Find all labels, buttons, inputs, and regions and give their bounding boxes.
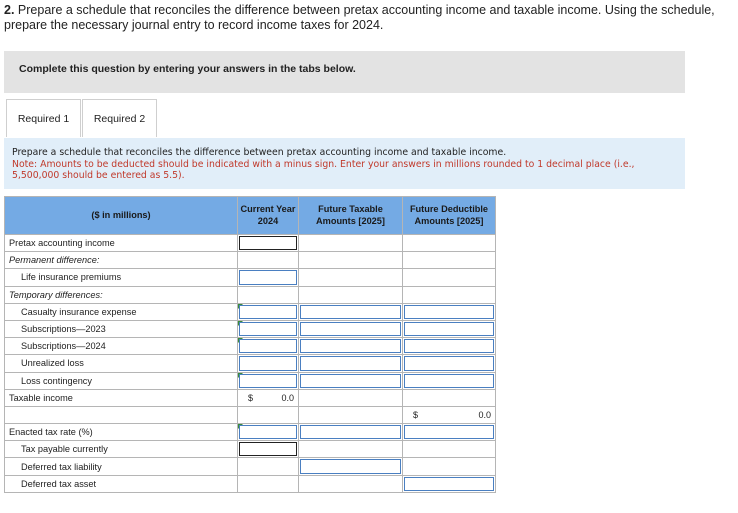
row-label-tax-payable: Tax payable currently bbox=[5, 441, 238, 458]
table-row bbox=[5, 252, 496, 269]
currency-symbol: $ bbox=[413, 409, 419, 420]
empty-cell bbox=[403, 235, 496, 252]
header-current-year: Current Year 2024 bbox=[238, 197, 299, 235]
row-label-life-insurance: Life insurance premiums bbox=[5, 269, 238, 286]
casualty-deductible-input[interactable] bbox=[404, 305, 494, 319]
table-row bbox=[5, 269, 496, 286]
header-future-taxable: Future Taxable Amounts [2025] bbox=[299, 197, 403, 235]
table-row bbox=[5, 355, 496, 372]
future-deductible-value: 0.0 bbox=[478, 409, 491, 420]
table-row bbox=[5, 389, 496, 406]
row-label-deferred-asset: Deferred tax asset bbox=[5, 475, 238, 492]
unrealized-taxable-input[interactable] bbox=[300, 356, 401, 370]
sub2023-deductible-input[interactable] bbox=[404, 322, 494, 336]
loss-taxable-input[interactable] bbox=[300, 374, 401, 388]
row-label-casualty: Casualty insurance expense bbox=[5, 303, 238, 320]
question-number: 2. bbox=[4, 3, 15, 17]
loss-deductible-input[interactable] bbox=[404, 374, 494, 388]
sub2024-taxable-input[interactable] bbox=[300, 339, 401, 353]
table-row bbox=[5, 338, 496, 355]
rate-deductible-input[interactable] bbox=[404, 425, 494, 439]
header-future-deductible: Future Deductible Amounts [2025] bbox=[403, 197, 496, 235]
unrealized-current-input[interactable] bbox=[239, 356, 297, 370]
pretax-current-input[interactable] bbox=[239, 236, 297, 250]
table-header-row bbox=[5, 197, 496, 235]
taxable-income-value: 0.0 bbox=[281, 392, 294, 403]
casualty-current-input[interactable] bbox=[239, 305, 297, 319]
reconciliation-schedule bbox=[4, 196, 496, 493]
row-label-permanent: Permanent difference: bbox=[5, 252, 238, 269]
table-row bbox=[5, 286, 496, 303]
tab-required-2[interactable]: Required 2 bbox=[82, 99, 157, 137]
row-label-sub2023: Subscriptions—2023 bbox=[5, 320, 238, 337]
table-row bbox=[5, 441, 496, 458]
dta-deductible-input[interactable] bbox=[404, 477, 494, 491]
table-row bbox=[5, 458, 496, 475]
empty-cell bbox=[403, 269, 496, 286]
rate-current-input[interactable] bbox=[239, 425, 297, 439]
dtl-taxable-input[interactable] bbox=[300, 459, 401, 473]
table-row bbox=[5, 406, 496, 423]
instruction-banner bbox=[4, 51, 685, 93]
question-text bbox=[4, 3, 734, 33]
sub2023-current-input[interactable] bbox=[239, 322, 297, 336]
table-row bbox=[5, 303, 496, 320]
question-body: Prepare a schedule that reconciles the difference between pretax accounting income and taxable income. Using the schedule, prepare the necessary journal entry to record income taxes for 2024. bbox=[4, 3, 715, 32]
header-label: ($ in millions) bbox=[5, 197, 238, 235]
life-current-input[interactable] bbox=[239, 270, 297, 284]
currency-symbol: $ bbox=[248, 392, 254, 403]
row-label-loss-contingency: Loss contingency bbox=[5, 372, 238, 389]
row-label-tax-rate: Enacted tax rate (%) bbox=[5, 424, 238, 441]
banner-text: Complete this question by entering your answers in the tabs below. bbox=[19, 63, 356, 75]
row-label-sub2024: Subscriptions—2024 bbox=[5, 338, 238, 355]
casualty-taxable-input[interactable] bbox=[300, 305, 401, 319]
loss-current-input[interactable] bbox=[239, 374, 297, 388]
unrealized-deductible-input[interactable] bbox=[404, 356, 494, 370]
empty-cell bbox=[299, 235, 403, 252]
row-label-unrealized: Unrealized loss bbox=[5, 355, 238, 372]
table-row bbox=[5, 320, 496, 337]
row-label-taxable-income: Taxable income bbox=[5, 389, 238, 406]
rate-taxable-input[interactable] bbox=[300, 425, 401, 439]
future-deductible-total bbox=[403, 407, 495, 423]
sub2024-current-input[interactable] bbox=[239, 339, 297, 353]
row-label-pretax: Pretax accounting income bbox=[5, 235, 238, 252]
table-row bbox=[5, 475, 496, 492]
instructions-panel bbox=[4, 138, 685, 189]
table-row bbox=[5, 424, 496, 441]
table-row bbox=[5, 235, 496, 252]
tab-required-1[interactable]: Required 1 bbox=[6, 99, 81, 137]
sub2024-deductible-input[interactable] bbox=[404, 339, 494, 353]
sub2023-taxable-input[interactable] bbox=[300, 322, 401, 336]
taxable-income-total bbox=[238, 390, 298, 406]
instructions-main: Prepare a schedule that reconciles the difference between pretax accounting income and taxable income. bbox=[12, 147, 507, 158]
empty-cell bbox=[299, 269, 403, 286]
instructions-note: Note: Amounts to be deducted should be indicated with a minus sign. Enter your answers in millions rounded to 1 decimal place (i.e., 5,500,000 should be entered as 5.5). bbox=[12, 158, 635, 181]
payable-current-input[interactable] bbox=[239, 442, 297, 456]
row-label-deferred-liability: Deferred tax liability bbox=[5, 458, 238, 475]
row-label-temporary: Temporary differences: bbox=[5, 286, 238, 303]
table-row bbox=[5, 372, 496, 389]
